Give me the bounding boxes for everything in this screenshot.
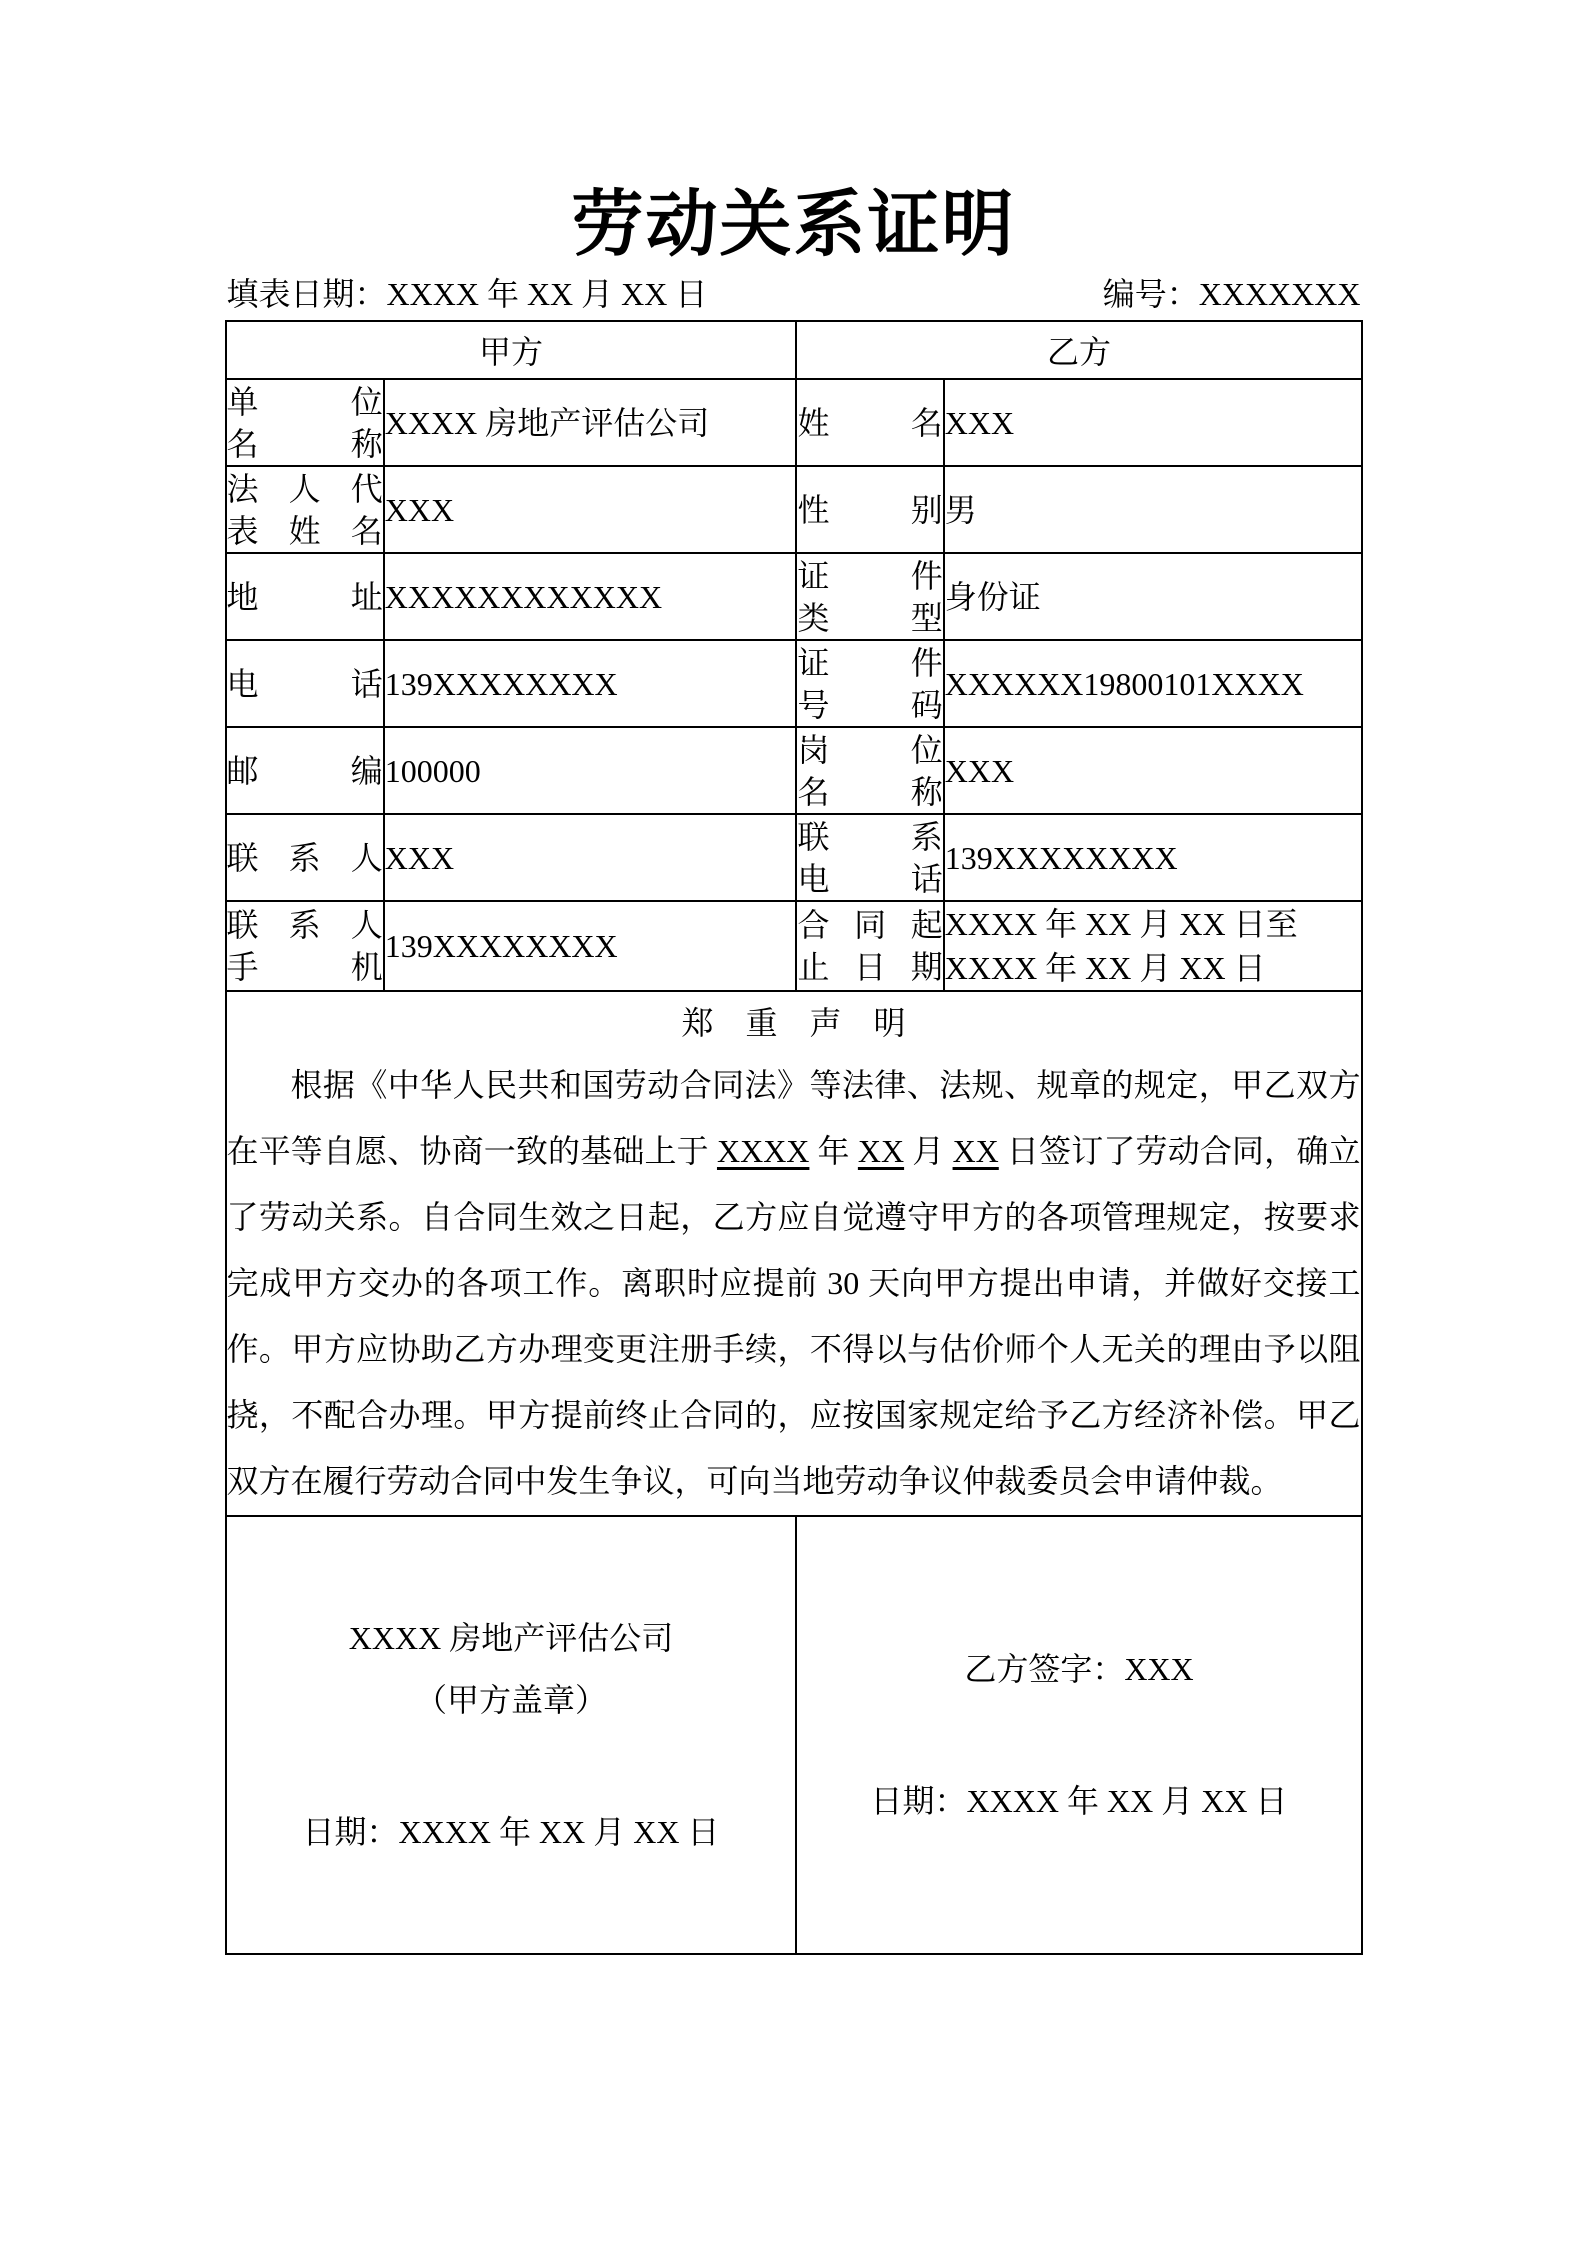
value-line: XXX (384, 491, 455, 528)
value-postcode (384, 727, 797, 814)
form-row-contact-person (226, 814, 1362, 901)
party-b-signature: 乙方签字：XXX (964, 1651, 1194, 1687)
form-row-postcode (226, 727, 1362, 814)
party-a-header: 甲方 (226, 321, 797, 379)
value-phone (384, 640, 797, 727)
label-line: 类 型 (797, 599, 943, 636)
party-b-header: 乙方 (796, 321, 1361, 379)
label-line: 单 位 (226, 383, 383, 420)
value-address (384, 553, 797, 640)
value-id-number (944, 640, 1362, 727)
party-a-signature-cell (226, 1516, 797, 1954)
party-header-row (226, 321, 1362, 379)
label-id-number (796, 640, 943, 727)
label-line: 联 系 (797, 818, 943, 855)
value-line: 139XXXXXXXX (384, 665, 618, 702)
value-position (944, 727, 1362, 814)
label-line: 名 称 (226, 425, 383, 462)
label-line: 联系人 (226, 839, 383, 876)
form-row-legal-rep (226, 466, 1362, 553)
value-contact-person (384, 814, 797, 901)
label-line: 岗 位 (797, 731, 943, 768)
label-line: 名 称 (797, 773, 943, 810)
value-line: 男 (944, 491, 977, 528)
declaration-text-segment: 根据《中华人民共和国劳动合同法》等法律、法规、规章的规定，甲乙双方在平等自愿、协商一致的基础上于 (226, 1066, 1361, 1169)
value-line: XXXXXXXXXXXX (384, 578, 663, 615)
label-line: 电 话 (226, 665, 383, 702)
label-line: 性 别 (797, 491, 943, 528)
label-position (796, 727, 943, 814)
form-row-address (226, 553, 1362, 640)
declaration-row (226, 991, 1362, 1516)
label-line: 邮 编 (226, 752, 383, 789)
value-line: XXX (944, 752, 1015, 789)
party-a-company-name: XXXX 房地产评估公司 (348, 1620, 674, 1656)
label-line: 联系人 (226, 907, 383, 943)
value-gender (944, 466, 1362, 553)
label-line: 手 机 (226, 949, 383, 985)
label-legal-rep (226, 466, 384, 553)
label-contract-period (796, 901, 943, 991)
label-line: 地 址 (226, 578, 383, 615)
value-line: XXXX 年 XX 月 XX 日至 (944, 906, 1298, 942)
value-contract-period (944, 901, 1362, 991)
label-contact-person (226, 814, 384, 901)
value-line: 身份证 (944, 578, 1041, 615)
value-line: XXXXXX19800101XXXX (944, 665, 1304, 702)
label-line: 姓 名 (797, 404, 943, 441)
declaration-text-segment: 日签订了劳动合同，确立了劳动关系。自合同生效之日起，乙方应自觉遵守甲方的各项管理规定，按要求完成甲方交办的各项工作。离职时应提前 30 天向甲方提出申请，并做好交接工作。甲方应协助乙方办理变更注册手续，不得以与估价师个人无关的理由予以阻挠，不配合办理。甲方提前终止合同的，应按国家规定给予乙方经济补偿。甲乙双方在履行劳动合同中发生争议，可向当地劳动争议仲裁委员会申请仲裁。 (226, 1132, 1361, 1499)
value-line: XXXX 房地产评估公司 (384, 404, 710, 441)
label-line: 电 话 (797, 860, 943, 897)
label-address (226, 553, 384, 640)
label-contact-phone (796, 814, 943, 901)
value-line: 100000 (384, 752, 481, 789)
declaration-cell (226, 991, 1362, 1516)
label-line: 法人代 (226, 470, 383, 507)
label-line: 证 件 (797, 644, 943, 681)
label-line: 止日期 (797, 949, 943, 985)
declaration-paragraph (227, 1052, 1361, 1514)
labor-relation-form-table (225, 320, 1363, 1955)
value-line: 139XXXXXXXX (944, 839, 1178, 876)
declaration-text-segment: 月 (904, 1132, 953, 1169)
label-line: 合同起 (797, 907, 943, 943)
value-line: XXX (944, 404, 1015, 441)
form-row-unit-name (226, 379, 1362, 466)
declaration-text-segment: 年 (809, 1132, 858, 1169)
label-line: 表姓名 (226, 512, 383, 549)
party-b-signature-cell (796, 1516, 1361, 1954)
form-row-contact-mobile (226, 901, 1362, 991)
value-legal-rep (384, 466, 797, 553)
value-id-type (944, 553, 1362, 640)
value-line: XXX (384, 839, 455, 876)
label-name (796, 379, 943, 466)
party-a-date: 日期：XXXX 年 XX 月 XX 日 (302, 1814, 720, 1850)
value-line: 139XXXXXXXX (384, 928, 618, 964)
party-a-stamp-note: （甲方盖章） (414, 1682, 607, 1718)
label-line: 证 件 (797, 557, 943, 594)
value-name (944, 379, 1362, 466)
party-b-date: 日期：XXXX 年 XX 月 XX 日 (870, 1783, 1288, 1819)
label-postcode (226, 727, 384, 814)
fill-date-text: 填表日期：XXXX 年 XX 月 XX 日 (226, 276, 708, 312)
label-gender (796, 466, 943, 553)
value-contact-phone (944, 814, 1362, 901)
declaration-text-segment: XXXX (716, 1132, 810, 1169)
declaration-text-segment: XX (857, 1132, 905, 1169)
declaration-title: 郑 重 声 明 (681, 1004, 906, 1041)
value-contact-mobile (384, 901, 797, 991)
signature-row (226, 1516, 1362, 1954)
label-id-type (796, 553, 943, 640)
label-unit-name (226, 379, 384, 466)
form-row-phone (226, 640, 1362, 727)
page-title: 劳动关系证明 (571, 185, 1016, 265)
meta-row (227, 274, 1361, 314)
label-phone (226, 640, 384, 727)
value-line: XXXX 年 XX 月 XX 日 (944, 950, 1266, 986)
value-unit-name (384, 379, 797, 466)
label-contact-mobile (226, 901, 384, 991)
declaration-text-segment: XX (952, 1132, 999, 1169)
serial-number-text: 编号：XXXXXXX (1102, 276, 1361, 312)
label-line: 号 码 (797, 686, 943, 723)
